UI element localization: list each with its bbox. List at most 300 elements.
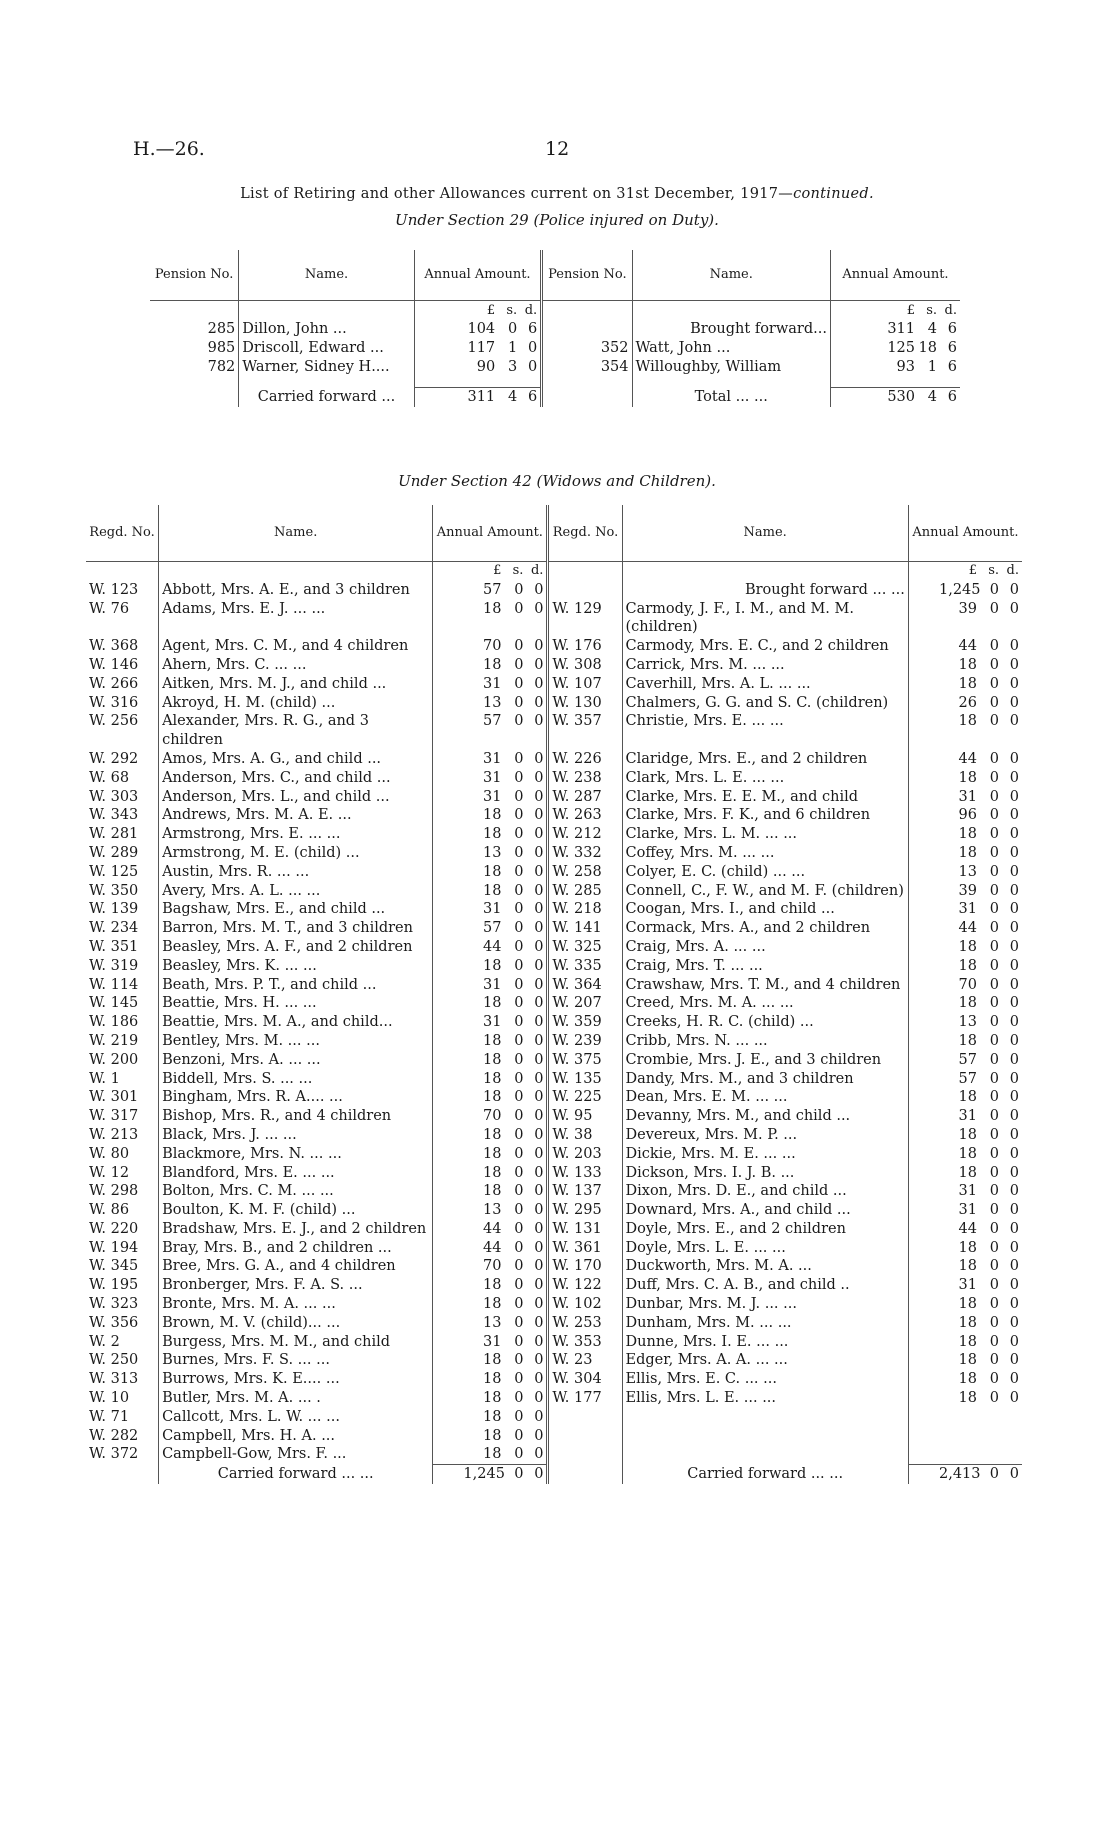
table-row: [86, 1088, 1022, 1107]
registration-number: W. 213: [89, 1126, 139, 1143]
registration-number: W. 207: [548, 994, 622, 1013]
widow-name: Caverhill, Mrs. A. L. ... ...: [622, 675, 908, 694]
spacer-cell: [86, 562, 159, 581]
registration-number: W. 323: [89, 1296, 139, 1313]
amount-cell: [908, 1182, 1022, 1201]
table-row: [86, 994, 1022, 1013]
widow-name: Claridge, Mrs. E., and 2 children: [622, 750, 908, 769]
amount-pounds: 18: [482, 1164, 502, 1181]
registration-number: W. 289: [89, 844, 139, 861]
amount-shillings: 0: [514, 1164, 524, 1181]
registration-number: W. 266: [89, 675, 139, 692]
amount-cell: [830, 339, 960, 358]
table-row: [86, 806, 1022, 825]
amount-pounds: 18: [958, 1314, 977, 1331]
amount-pence: 0: [534, 1126, 544, 1143]
amount-pounds: 18: [958, 1239, 977, 1256]
table-row: [86, 1370, 1022, 1389]
amount-pence: 0: [534, 1032, 544, 1049]
amount-pence: 0: [1009, 1296, 1019, 1313]
amount-pence: 0: [1009, 1352, 1019, 1369]
amount-pence: 0: [534, 675, 544, 692]
amount-pounds: 31: [958, 1183, 977, 1200]
widow-name: Bronberger, Mrs. F. A. S. ...: [159, 1276, 433, 1295]
amount-shillings: 0: [514, 1296, 524, 1313]
amount-shillings: 0: [514, 638, 524, 655]
widow-name: Coogan, Mrs. I., and child ...: [622, 900, 908, 919]
amount-shillings: 0: [514, 920, 524, 937]
amount-shillings: 0: [989, 1333, 999, 1350]
widow-name: Avery, Mrs. A. L. ... ...: [159, 882, 433, 901]
amount-pounds: 31: [958, 1202, 977, 1219]
amount-pounds: 18: [958, 1390, 977, 1407]
pensioner-name: Warner, Sidney H....: [239, 358, 414, 377]
registration-number: W. 203: [548, 1145, 622, 1164]
amount-shillings: 0: [989, 920, 999, 937]
table-row: [86, 1126, 1022, 1145]
table-row: [86, 694, 1022, 713]
amount-pence: 0: [1009, 882, 1019, 899]
amount-pounds: 13: [482, 694, 502, 711]
registration-number: W. 239: [548, 1032, 622, 1051]
registration-number: W. 107: [548, 675, 622, 694]
amount-shillings: 0: [989, 1277, 999, 1294]
amount-pounds: 311: [467, 389, 496, 405]
amount-shillings: 0: [514, 713, 524, 730]
amount-cell: [908, 1051, 1022, 1070]
amount-pence: 0: [534, 1202, 544, 1219]
spacer-cell: [414, 377, 541, 388]
amount-shillings: 0: [989, 600, 999, 617]
amount-pounds: 31: [482, 901, 502, 918]
amount-pence: 0: [534, 1314, 544, 1331]
amount-shillings: 0: [514, 882, 524, 899]
amount-cell: [908, 1070, 1022, 1089]
spacer-cell: [150, 377, 239, 388]
registration-number: W. 186: [89, 1014, 139, 1031]
amount-pence: 0: [534, 901, 544, 918]
widow-name: Campbell-Gow, Mrs. F. ...: [159, 1445, 433, 1464]
table-row: [86, 1333, 1022, 1352]
pensioner-name: Dillon, John ...: [239, 320, 414, 339]
spacer-cell: [159, 562, 433, 581]
amount-cell: [433, 957, 548, 976]
table-row: [86, 1257, 1022, 1276]
amount-shillings: 18: [918, 340, 937, 356]
amount-pence: 0: [534, 844, 544, 861]
section-42-table: [86, 505, 1022, 1484]
amount-cell: [433, 976, 548, 995]
amount-pence: 0: [1009, 901, 1019, 918]
amount-pence: 0: [1009, 1032, 1019, 1049]
widow-name: Abbott, Mrs. A. E., and 3 children: [159, 581, 433, 600]
amount-pence: 0: [1009, 938, 1019, 955]
table-row: [150, 320, 960, 339]
amount-pence: 6: [947, 359, 957, 375]
amount-pounds: 18: [958, 1089, 977, 1106]
widow-name: Blandford, Mrs. E. ... ...: [159, 1164, 433, 1183]
amount-pence: 0: [534, 1466, 544, 1483]
registration-number: W. 282: [89, 1427, 139, 1444]
amount-pence: 0: [534, 807, 544, 824]
amount-pence: 0: [534, 1258, 544, 1275]
amount-cell: [908, 1220, 1022, 1239]
widow-name: Blackmore, Mrs. N. ... ...: [159, 1145, 433, 1164]
widow-name: Creeks, H. R. C. (child) ...: [622, 1013, 908, 1032]
amount-pence: 0: [534, 1220, 544, 1237]
amount-pounds: 31: [482, 1014, 502, 1031]
registration-number: W. 38: [548, 1126, 622, 1145]
spacer-cell: [908, 1408, 1022, 1427]
col-amount: Annual Amount.: [908, 505, 1022, 562]
amount-shillings: 4: [927, 321, 937, 337]
title-main: List of Retiring and other Allowances current on 31st December, 1917—: [240, 186, 794, 202]
widow-name: Brown, M. V. (child)... ...: [159, 1314, 433, 1333]
amount-cell: [433, 919, 548, 938]
registration-number: W. 194: [89, 1239, 139, 1256]
amount-pounds: 44: [482, 1239, 502, 1256]
table-row: [86, 750, 1022, 769]
registration-number: W. 139: [89, 901, 139, 918]
amount-shillings: 0: [514, 1089, 524, 1106]
amount-shillings: 0: [514, 581, 524, 598]
widow-name: Craig, Mrs. A. ... ...: [622, 938, 908, 957]
registration-number: W. 220: [89, 1220, 139, 1237]
amount-pounds: 104: [467, 321, 496, 337]
table-row: [86, 1276, 1022, 1295]
section-42-heading: Under Section 42 (Widows and Children).: [398, 472, 716, 490]
amount-shillings: 0: [514, 750, 524, 767]
amount-shillings: 0: [514, 1108, 524, 1125]
widow-name: Dickie, Mrs. M. E. ... ...: [622, 1145, 908, 1164]
amount-cell: [414, 301, 541, 321]
amount-shillings: 1: [507, 340, 518, 356]
amount-shillings: 0: [514, 844, 524, 861]
widow-name: Beasley, Mrs. A. F., and 2 children: [159, 938, 433, 957]
widow-name: Clarke, Mrs. E. E. M., and child: [622, 788, 908, 807]
amount-pounds: 18: [482, 600, 502, 617]
amount-pounds: 18: [958, 957, 977, 974]
amount-cell: [908, 994, 1022, 1013]
widow-name: Dandy, Mrs. M., and 3 children: [622, 1070, 908, 1089]
widow-name: Agent, Mrs. C. M., and 4 children: [159, 637, 433, 656]
amount-pence: 0: [1009, 995, 1019, 1012]
amount-cell: [433, 562, 548, 581]
table-row: [86, 844, 1022, 863]
amount-pence: 0: [534, 638, 544, 655]
widow-name: Amos, Mrs. A. G., and child ...: [159, 750, 433, 769]
amount-cell: [433, 844, 548, 863]
amount-cell: [433, 1164, 548, 1183]
table-row: [86, 900, 1022, 919]
widow-name: Burrows, Mrs. K. E.... ...: [159, 1370, 433, 1389]
amount-shillings: 0: [989, 675, 999, 692]
amount-pence: 6: [947, 389, 957, 405]
amount-shillings: 0: [989, 1126, 999, 1143]
table-row: [86, 656, 1022, 675]
amount-pence: 0: [534, 1427, 544, 1444]
amount-pounds: 1,245: [939, 581, 981, 598]
amount-cell: [908, 637, 1022, 656]
registration-number: W. 292: [89, 750, 139, 767]
registration-number: W. 12: [89, 1164, 130, 1181]
spacer-cell: [830, 377, 960, 388]
amount-shillings: s.: [988, 563, 999, 578]
registration-number: W. 219: [89, 1032, 139, 1049]
amount-cell: [908, 1389, 1022, 1408]
table-row: [86, 712, 1022, 750]
registration-number: W. 102: [548, 1295, 622, 1314]
amount-pounds: 18: [482, 1070, 502, 1087]
amount-cell: [433, 788, 548, 807]
spacer-cell: [548, 1427, 622, 1446]
spacer-cell: [150, 301, 239, 321]
spacer-cell: [86, 1465, 159, 1484]
amount-pence: 0: [534, 1277, 544, 1294]
registration-number: W. 95: [548, 1107, 622, 1126]
amount-pence: 0: [534, 1352, 544, 1369]
amount-pence: 0: [1009, 638, 1019, 655]
amount-pence: 0: [534, 826, 544, 843]
amount-pence: 0: [1009, 1466, 1019, 1483]
widow-name: Adams, Mrs. E. J. ... ...: [159, 600, 433, 638]
amount-shillings: 0: [989, 995, 999, 1012]
amount-cell: [908, 1370, 1022, 1389]
col-pension-no: Pension No.: [150, 250, 239, 301]
amount-cell: [433, 750, 548, 769]
registration-number: W. 23: [548, 1351, 622, 1370]
amount-pounds: 44: [958, 1220, 977, 1237]
amount-pence: 6: [527, 321, 538, 337]
amount-cell: [414, 320, 541, 339]
amount-cell: [433, 656, 548, 675]
amount-pence: 0: [1009, 920, 1019, 937]
amount-shillings: 0: [989, 976, 999, 993]
amount-pounds: 31: [482, 1333, 502, 1350]
pensioner-name: Watt, John ...: [632, 339, 830, 358]
widow-name: Dunne, Mrs. I. E. ... ...: [622, 1333, 908, 1352]
amount-pounds: 57: [482, 581, 502, 598]
amount-shillings: 0: [989, 581, 999, 598]
amount-shillings: 0: [989, 656, 999, 673]
amount-cell: [908, 1351, 1022, 1370]
amount-cell: [908, 1164, 1022, 1183]
amount-cell: [908, 1032, 1022, 1051]
amount-pence: 0: [527, 359, 538, 375]
amount-pounds: 39: [958, 600, 977, 617]
amount-shillings: 0: [514, 656, 524, 673]
amount-cell: [433, 1070, 548, 1089]
amount-cell: [433, 825, 548, 844]
spacer-cell: [548, 1445, 622, 1464]
amount-pence: 0: [1009, 1014, 1019, 1031]
amount-pounds: 70: [958, 976, 977, 993]
widow-name: Doyle, Mrs. L. E. ... ...: [622, 1239, 908, 1258]
amount-shillings: 0: [989, 769, 999, 786]
amount-cell: [908, 882, 1022, 901]
amount-shillings: s.: [512, 563, 524, 578]
amount-pounds: 18: [958, 826, 977, 843]
amount-cell: [433, 1220, 548, 1239]
widow-name: Bentley, Mrs. M. ... ...: [159, 1032, 433, 1051]
table-row: [86, 1314, 1022, 1333]
registration-number: W. 141: [548, 919, 622, 938]
registration-number: W. 356: [89, 1314, 139, 1331]
amount-cell: [908, 750, 1022, 769]
amount-cell: [433, 1088, 548, 1107]
widow-name: Alexander, Mrs. R. G., and 3 children: [159, 712, 433, 750]
amount-pounds: 1,245: [463, 1466, 505, 1483]
amount-shillings: 0: [514, 1239, 524, 1256]
amount-pounds: 57: [482, 920, 502, 937]
widow-name: Clarke, Mrs. F. K., and 6 children: [622, 806, 908, 825]
amount-cell: [433, 712, 548, 750]
carried-forward-label: Carried forward ... ...: [622, 1465, 908, 1484]
amount-shillings: 0: [989, 1220, 999, 1237]
registration-number: W. 361: [548, 1239, 622, 1258]
amount-pence: 0: [1009, 826, 1019, 843]
registration-number: W. 301: [89, 1089, 139, 1106]
widow-name: Christie, Mrs. E. ... ...: [622, 712, 908, 750]
amount-pence: 0: [1009, 713, 1019, 730]
table-row: [86, 1145, 1022, 1164]
amount-pounds: 18: [482, 863, 502, 880]
widow-name: Anderson, Mrs. L., and child ...: [159, 788, 433, 807]
col-pension-no: Pension No.: [542, 250, 632, 301]
amount-pounds: 44: [958, 638, 977, 655]
amount-pence: d.: [530, 563, 544, 578]
table-row: [86, 938, 1022, 957]
amount-pence: 0: [1009, 1277, 1019, 1294]
amount-cell: [908, 1013, 1022, 1032]
amount-cell: [433, 1465, 548, 1484]
amount-cell: [908, 1276, 1022, 1295]
registration-number: W. 218: [548, 900, 622, 919]
amount-cell: [433, 1351, 548, 1370]
registration-number: W. 359: [548, 1013, 622, 1032]
amount-pence: 0: [534, 1371, 544, 1388]
widow-name: Downard, Mrs. A., and child ...: [622, 1201, 908, 1220]
widow-name: Bronte, Mrs. M. A. ... ...: [159, 1295, 433, 1314]
amount-shillings: 0: [989, 713, 999, 730]
amount-shillings: 0: [514, 675, 524, 692]
amount-pounds: 70: [482, 1258, 502, 1275]
amount-cell: [433, 1032, 548, 1051]
amount-cell: [433, 600, 548, 638]
amount-cell: [433, 694, 548, 713]
amount-pounds: 44: [958, 750, 977, 767]
registration-number: W. 195: [89, 1277, 139, 1294]
registration-number: W. 131: [548, 1220, 622, 1239]
amount-cell: [908, 844, 1022, 863]
table-row: [86, 825, 1022, 844]
registration-number: W. 263: [548, 806, 622, 825]
amount-shillings: 0: [514, 1070, 524, 1087]
amount-cell: [908, 1295, 1022, 1314]
amount-pounds: 18: [958, 656, 977, 673]
page-header: [133, 138, 983, 162]
registration-number: W. 68: [89, 769, 130, 786]
registration-number: W. 137: [548, 1182, 622, 1201]
registration-number: W. 130: [548, 694, 622, 713]
registration-number: W. 308: [548, 656, 622, 675]
widow-name: Bray, Mrs. B., and 2 children ...: [159, 1239, 433, 1258]
amount-cell: [433, 1295, 548, 1314]
amount-pounds: 31: [958, 901, 977, 918]
amount-shillings: 0: [514, 1371, 524, 1388]
col-name: Name.: [622, 505, 908, 562]
amount-shillings: 0: [514, 1258, 524, 1275]
spacer-cell: [908, 1445, 1022, 1464]
amount-shillings: 0: [989, 750, 999, 767]
registration-number: W. 368: [89, 638, 139, 655]
amount-pence: 0: [1009, 1108, 1019, 1125]
table-row: [86, 1408, 1022, 1427]
amount-pence: 0: [1009, 1145, 1019, 1162]
amount-pounds: 13: [958, 863, 977, 880]
amount-pence: 0: [534, 788, 544, 805]
amount-cell: [908, 900, 1022, 919]
amount-pounds: 18: [958, 1032, 977, 1049]
amount-cell: [908, 1333, 1022, 1352]
amount-pence: 0: [534, 1164, 544, 1181]
registration-number: W. 287: [548, 788, 622, 807]
table-row: [86, 675, 1022, 694]
widow-name: Bagshaw, Mrs. E., and child ...: [159, 900, 433, 919]
widow-name: Beasley, Mrs. K. ... ...: [159, 957, 433, 976]
table-row: [86, 1051, 1022, 1070]
amount-pounds: 18: [482, 1089, 502, 1106]
registration-number: [548, 581, 622, 600]
pensioner-name: Brought forward...: [632, 320, 830, 339]
table-row: [150, 339, 960, 358]
spacer-cell: [542, 301, 632, 321]
amount-pounds: 31: [482, 675, 502, 692]
widow-name: Crombie, Mrs. J. E., and 3 children: [622, 1051, 908, 1070]
registration-number: W. 2: [89, 1333, 120, 1350]
table-row: [86, 600, 1022, 638]
section-29-table: [150, 250, 960, 407]
amount-shillings: 0: [507, 321, 518, 337]
table-row: [86, 1445, 1022, 1464]
amount-shillings: 0: [514, 1427, 524, 1444]
amount-pence: 6: [527, 389, 538, 405]
registration-number: W. 238: [548, 769, 622, 788]
table-row: [86, 1220, 1022, 1239]
amount-pounds: 18: [958, 1126, 977, 1143]
registration-number: W. 364: [548, 976, 622, 995]
amount-pounds: 57: [958, 1051, 977, 1068]
widow-name: Cribb, Mrs. N. ... ...: [622, 1032, 908, 1051]
amount-shillings: 0: [989, 788, 999, 805]
widow-name: Butler, Mrs. M. A. ... .: [159, 1389, 433, 1408]
spacer-cell: [632, 377, 830, 388]
amount-pence: 0: [1009, 1070, 1019, 1087]
registration-number: W. 71: [89, 1408, 130, 1425]
amount-shillings: 0: [989, 1014, 999, 1031]
amount-shillings: 0: [989, 882, 999, 899]
widow-name: Beattie, Mrs. M. A., and child...: [159, 1013, 433, 1032]
spacer-row: [150, 377, 960, 388]
amount-cell: [908, 825, 1022, 844]
widow-name: Devereux, Mrs. M. P. ...: [622, 1126, 908, 1145]
spacer-cell: [542, 377, 632, 388]
registration-number: W. 200: [89, 1051, 139, 1068]
amount-pounds: 18: [958, 844, 977, 861]
widow-name: Bree, Mrs. G. A., and 4 children: [159, 1257, 433, 1276]
registration-number: W. 123: [89, 581, 139, 598]
widow-name: Anderson, Mrs. C., and child ...: [159, 769, 433, 788]
